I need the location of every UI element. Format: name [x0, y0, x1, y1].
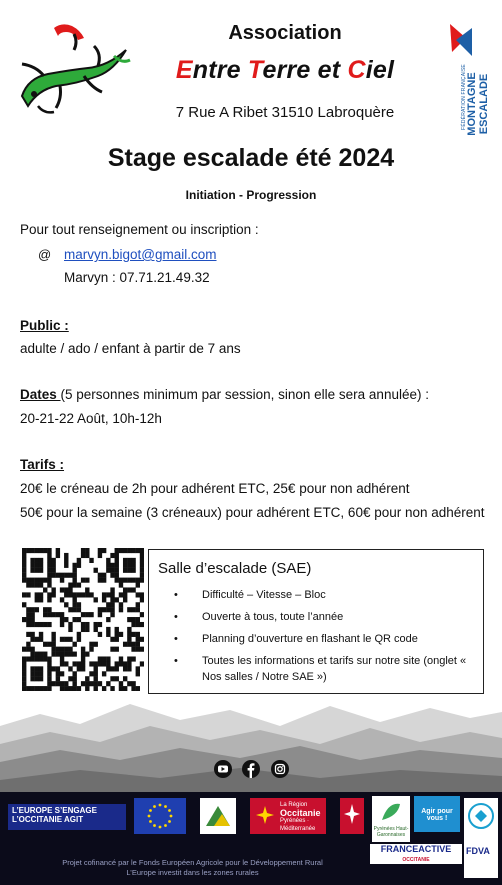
leader-logo	[200, 798, 236, 834]
ffme-montagne-text: MONTAGNE	[466, 72, 478, 136]
name-initial-t: T	[247, 56, 263, 84]
europe-line-2: L’OCCITANIE AGIT	[12, 815, 84, 824]
facebook-icon[interactable]	[242, 760, 260, 778]
name-initial-c: C	[347, 56, 366, 84]
association-name	[140, 56, 430, 85]
eu-flag-icon	[134, 798, 186, 834]
funding-note	[20, 858, 365, 878]
europe-line-1: L’EUROPE S’ENGAGE	[12, 806, 97, 815]
mountain-banner	[0, 696, 502, 804]
bullet-icon: •	[174, 655, 178, 667]
dates-note: (5 personnes minimum par session, sinon elle sera annulée) :	[60, 387, 429, 402]
phone-line: Marvyn : 07.71.21.49.32	[64, 270, 210, 285]
sae-item-text: Toutes les informations et tarifs sur notre site (onglet « Nos salles / Notre SAE »)	[202, 655, 467, 683]
event-subtitle: Initiation - Progression	[185, 188, 317, 202]
event-title: Stage escalade été 2024	[107, 144, 395, 172]
lizard-logo	[14, 20, 134, 115]
sae-item-text: Ouverte à tous, toute l’année	[202, 611, 344, 623]
email-link[interactable]: marvyn.bigot@gmail.com	[64, 247, 217, 262]
name-part-2: erre et	[262, 56, 348, 84]
bullet-icon: •	[174, 633, 178, 645]
name-part-3: iel	[365, 56, 395, 84]
name-part-1: ntre	[192, 56, 248, 84]
france-active-sub: OCCITANIE	[402, 857, 430, 863]
youtube-icon[interactable]	[214, 760, 232, 778]
tarif-line: 20€ le créneau de 2h pour adhérent ETC, 25€ pour non adhérent	[20, 481, 410, 496]
pyrenees-label: Pyrénées Haut-Garonnaises	[373, 826, 409, 838]
bullet-icon: •	[174, 611, 178, 623]
sae-item-text: Planning d’ouverture en flashant le QR code	[202, 633, 418, 645]
marianne-icon	[467, 800, 495, 836]
france-active-text: FRANCEACTIVE	[380, 844, 452, 854]
occitan-cross-icon	[254, 804, 276, 826]
qr-code[interactable]	[22, 548, 144, 691]
fdva-text: FDVA	[466, 846, 490, 856]
region-line-2: Occitanie	[280, 808, 321, 818]
bullet-icon: •	[174, 589, 178, 601]
association-address: 7 Rue A Ribet 31510 Labroquère	[175, 104, 395, 121]
europe-occitanie-logo	[8, 804, 126, 830]
tarif-line: 50€ pour la semaine (3 créneaux) pour adhérent ETC, 60€ pour non adhérent	[20, 505, 485, 520]
dates-label: Dates	[20, 387, 61, 402]
ffme-logo	[442, 20, 494, 150]
funding-note-line-2: L’Europe investit dans les zones rurales	[126, 868, 259, 877]
tarifs-label: Tarifs :	[20, 457, 65, 472]
departement-logo	[340, 798, 364, 834]
region-occitanie-logo	[250, 798, 326, 834]
contact-intro: Pour tout renseignement ou inscription :	[20, 222, 259, 237]
pyrenees-leaf-icon	[380, 800, 402, 824]
fdva-logo	[464, 798, 498, 878]
agir-pour-vous-logo: Agir pour vous !	[414, 796, 460, 832]
region-line-3: Pyrénées · Méditerranée	[280, 818, 316, 832]
sae-item-text: Difficulté – Vitesse – Bloc	[202, 589, 326, 601]
public-label: Public :	[20, 318, 69, 333]
sae-title: Salle d’escalade (SAE)	[158, 560, 312, 577]
public-text: adulte / ado / enfant à partir de 7 ans	[20, 341, 241, 356]
dates-text: 20-21-22 Août, 10h-12h	[20, 411, 162, 426]
ffme-small-text: FÉDÉRATION FRANÇAISE	[461, 64, 467, 130]
ffme-escalade-text: ESCALADE	[478, 73, 490, 135]
instagram-icon[interactable]	[271, 760, 289, 778]
email-at-icon: @	[38, 247, 52, 262]
region-line-1: La Région	[280, 802, 308, 808]
funding-note-line-1: Projet cofinancé par le Fonds Européen Agricole pour le Développement Rural	[62, 858, 323, 867]
name-initial-e: E	[175, 56, 193, 84]
france-active-logo	[370, 844, 462, 864]
pyrenees-logo	[372, 796, 410, 842]
dates-line	[20, 387, 429, 402]
association-label: Association	[228, 22, 342, 44]
